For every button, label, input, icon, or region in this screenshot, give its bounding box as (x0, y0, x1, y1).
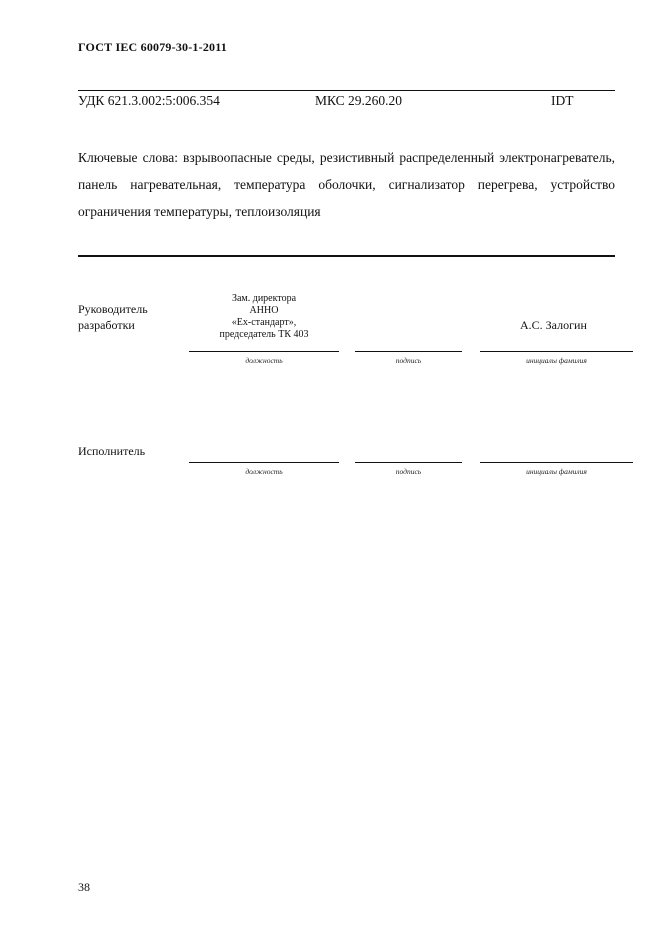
lead-signature-caption: подпись (395, 356, 422, 365)
lead-name: А.С. Залогин (520, 318, 587, 332)
page-number: 38 (78, 880, 90, 894)
classification-top-rule (78, 90, 615, 91)
lead-position-caption: должность (245, 356, 283, 365)
lead-role-line2: разработки (78, 318, 135, 332)
executor-name-caption: инициалы фамилия (526, 467, 587, 476)
executor-name-line-rule (480, 462, 633, 463)
lead-position-line: Зам. директора (231, 293, 297, 304)
lead-name-caption: инициалы фамилия (526, 356, 587, 365)
keywords-paragraph: Ключевые слова: взрывоопасные среды, резистивный распределенный электронагреватель, панель нагревательная, температура оболочки, сигнализатор перегрева, устройство ограничения температуры, теплоизоляция (78, 150, 615, 219)
standard-title: ГОСТ IEC 60079-30-1-2011 (78, 40, 227, 54)
udk-code: УДК 621.3.002:5:006.354 (78, 93, 220, 108)
lead-position-text (189, 293, 339, 341)
executor-signature-caption: подпись (395, 467, 422, 476)
lead-position-line-rule (189, 351, 339, 352)
executor-position-line-rule (189, 462, 339, 463)
equivalence-code: IDT (551, 93, 574, 108)
executor-position-caption: должность (245, 467, 283, 476)
keywords-bottom-rule (78, 255, 615, 257)
lead-signature-line-rule (355, 351, 462, 352)
lead-position-line: «Ех-стандарт», (231, 317, 297, 328)
mks-code: МКС 29.260.20 (315, 93, 403, 108)
lead-name-line-rule (480, 351, 633, 352)
executor-role-label: Исполнитель (78, 444, 146, 458)
lead-position-line: АННО (249, 305, 279, 316)
lead-role-line1: Руководитель (78, 302, 148, 316)
lead-position-line: председатель ТК 403 (219, 329, 309, 340)
executor-signature-line-rule (355, 462, 462, 463)
lead-role-label (78, 301, 148, 333)
